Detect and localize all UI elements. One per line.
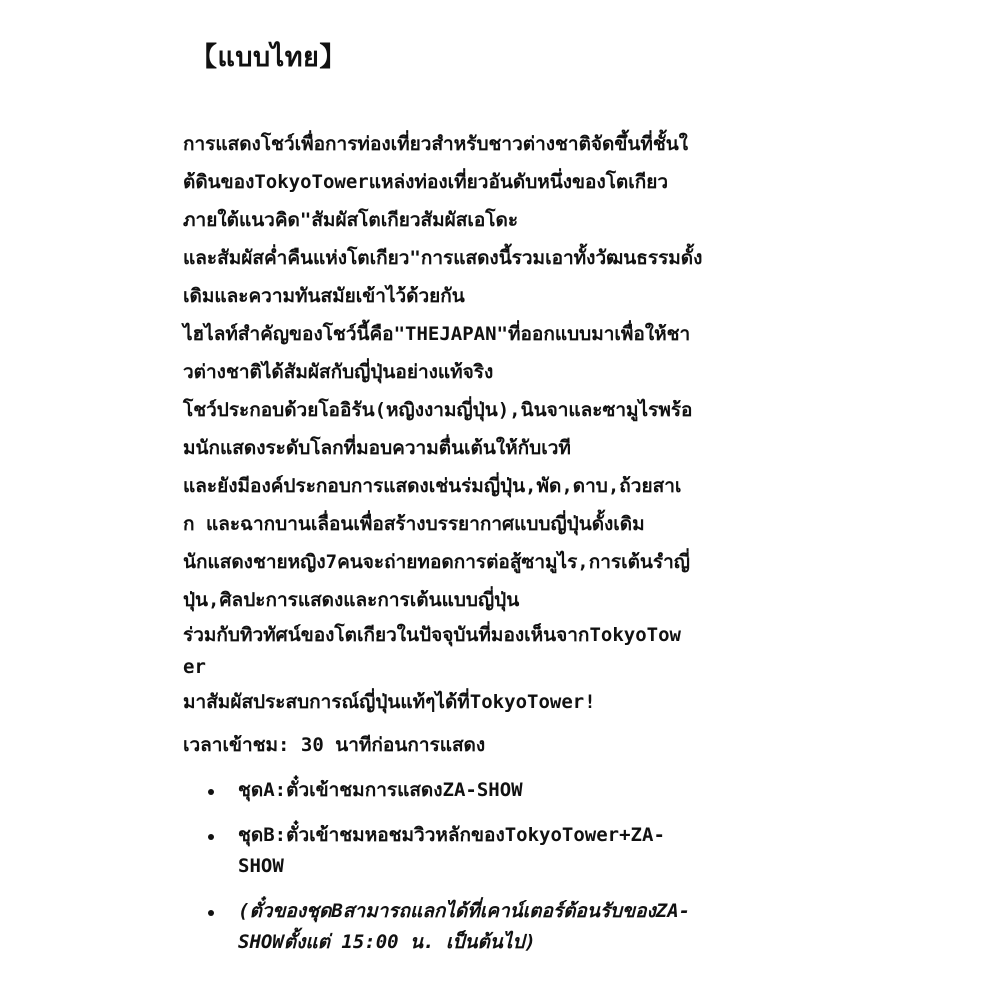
bullet-dot-icon bbox=[208, 834, 214, 840]
description-line: นักแสดงชายหญิง7คนจะถ่ายทอดการต่อสู้ซามูไร,การเต้นรำญี่ bbox=[183, 551, 690, 573]
description-line: ก และฉากบานเลื่อนเพื่อสร้างบรรยากาศแบบญี่ปุ่นดั้งเดิม bbox=[183, 513, 645, 535]
description-line: มาสัมผัสประสบการณ์ญี่ปุ่นแท้ๆได้ที่TokyoTower! bbox=[183, 691, 596, 713]
description-line: โชว์ประกอบด้วยโออิรัน(หญิงงามญี่ปุ่น),นินจาและซามูไรพร้อ bbox=[183, 399, 693, 421]
ticket-option-b bbox=[205, 820, 825, 882]
ticket-note-text: SHOWตั้งแต่ 15:00 น. เป็นต้นไป) bbox=[238, 931, 536, 953]
description-line: และสัมผัสค่ำคืนแห่งโตเกียว"การแสดงนี้รวมเอาทั้งวัฒนธรรมดั้ง bbox=[183, 247, 703, 269]
description-line: และยังมีองค์ประกอบการแสดงเช่นร่มญี่ปุ่น,พัด,ดาบ,ถ้วยสาเ bbox=[183, 475, 682, 497]
page-heading: 【แบบไทย】 bbox=[190, 42, 347, 73]
description-line: วต่างชาติได้สัมผัสกับญี่ปุ่นอย่างแท้จริง bbox=[183, 361, 494, 383]
bullet-dot-icon bbox=[208, 910, 214, 916]
description-block bbox=[183, 125, 833, 721]
ticket-options-list bbox=[205, 775, 825, 972]
ticket-option-text: ชุดB:ตั๋วเข้าชมหอชมวิวหลักของTokyoTower+ZA- bbox=[238, 824, 665, 846]
ticket-option-text: SHOW bbox=[238, 855, 284, 877]
description-line: เดิมและความทันสมัยเข้าไว้ด้วยกัน bbox=[183, 285, 465, 307]
description-line: ต้ดินของTokyoTowerแหล่งท่องเที่ยวอันดับหนึ่งของโตเกียว bbox=[183, 171, 669, 193]
description-line: ร่วมกับทิวทัศน์ของโตเกียวในปัจจุบันที่มองเห็นจากTokyoTow bbox=[183, 624, 681, 646]
description-line: er bbox=[183, 656, 206, 678]
ticket-note-text: (ตั๋วของชุดBสามารถแลกได้ที่เคาน์เตอร์ต้อนรับของZA- bbox=[238, 900, 691, 922]
description-line: มนักแสดงระดับโลกที่มอบความตื่นเต้นให้กับเวที bbox=[183, 437, 571, 459]
description-line: การแสดงโชว์เพื่อการท่องเที่ยวสำหรับชาวต่างชาติจัดขึ้นที่ชั้นใ bbox=[183, 133, 689, 155]
description-line: ปุ่น,ศิลปะการแสดงและการเต้นแบบญี่ปุ่น bbox=[183, 589, 520, 611]
ticket-option-note bbox=[205, 896, 825, 958]
bullet-dot-icon bbox=[208, 789, 214, 795]
entry-time: เวลาเข้าชม: 30 นาทีก่อนการแสดง bbox=[183, 734, 486, 756]
ticket-option-text: ชุดA:ตั๋วเข้าชมการแสดงZA-SHOW bbox=[238, 779, 523, 801]
description-line: ภายใต้แนวคิด"สัมผัสโตเกียวสัมผัสเอโดะ bbox=[183, 209, 519, 231]
description-line: ไฮไลท์สำคัญของโชว์นี้คือ"THEJAPAN"ที่ออกแบบมาเพื่อให้ชา bbox=[183, 323, 691, 345]
ticket-option-a bbox=[205, 775, 825, 806]
